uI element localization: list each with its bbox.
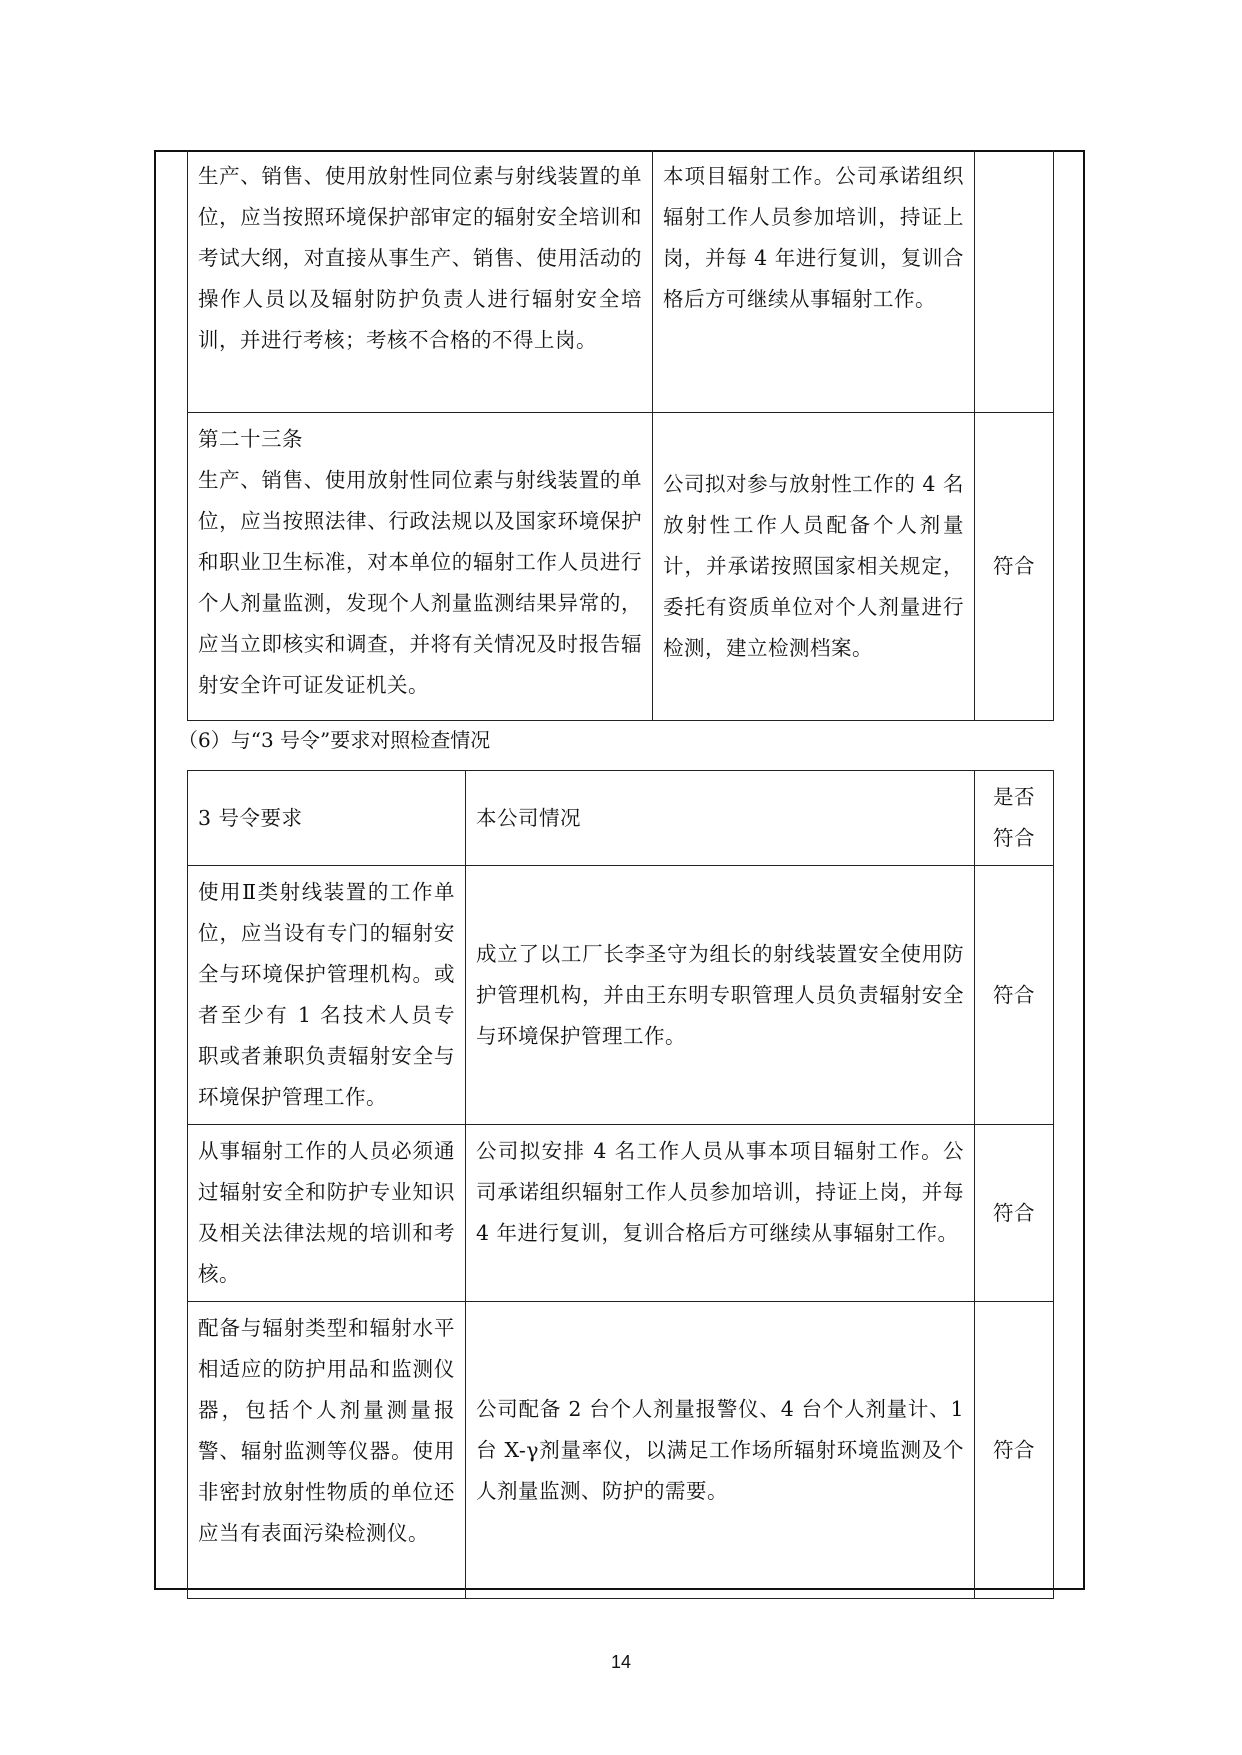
result-cell: 符合 bbox=[975, 412, 1054, 720]
table-row bbox=[188, 1302, 1054, 1599]
company-cell bbox=[653, 412, 975, 720]
page-number: 14 bbox=[610, 1652, 632, 1672]
requirement-text: 生产、销售、使用放射性同位素与射线装置的单位，应当按照法律、行政法规以及国家环境保护和职业卫生标准，对本单位的辐射工作人员进行个人剂量监测，发现个人剂量监测结果异常的，应当立即核实和调查，并将有关情况及时报告辐射安全许可证发证机关。 bbox=[198, 467, 642, 697]
regulation-table-continued bbox=[187, 150, 1054, 721]
requirement-cell: 使用Ⅱ类射线装置的工作单位，应当设有专门的辐射安全与环境保护管理机构。或者至少有 1 名技术人员专职或者兼职负责辐射安全与环境保护管理工作。 bbox=[188, 866, 466, 1125]
company-cell: 公司配备 2 台个人剂量报警仪、4 台个人剂量计、1 台 X-γ剂量率仪，以满足工作场所辐射环境监测及个人剂量监测、防护的需要。 bbox=[466, 1302, 975, 1599]
company-cell: 成立了以工厂长李圣守为组长的射线装置安全使用防护管理机构，并由王东明专职管理人员负责辐射安全与环境保护管理工作。 bbox=[466, 866, 975, 1125]
table-row bbox=[188, 866, 1054, 1125]
header-result: 是否符合 bbox=[975, 771, 1054, 866]
order-3-compliance-table bbox=[187, 770, 1054, 1599]
company-text: 公司拟对参与放射性工作的 4 名放射性工作人员配备个人剂量计，并承诺按照国家相关规定，委托有资质单位对个人剂量进行检测，建立检测档案。 bbox=[663, 471, 964, 660]
article-number: 第二十三条 bbox=[198, 426, 303, 451]
requirement-cell: 从事辐射工作的人员必须通过辐射安全和防护专业知识及相关法律法规的培训和考核。 bbox=[188, 1125, 466, 1302]
section-label: （6）与“3 号令”要求对照检查情况 bbox=[178, 728, 491, 752]
header-requirement: 3 号令要求 bbox=[188, 771, 466, 866]
table-header-row bbox=[188, 771, 1054, 866]
company-cell: 公司拟安排 4 名工作人员从事本项目辐射工作。公司承诺组织辐射工作人员参加培训，持证上岗，并每 4 年进行复训，复训合格后方可继续从事辐射工作。 bbox=[466, 1125, 975, 1302]
table-row bbox=[188, 412, 1054, 720]
result-cell: 符合 bbox=[975, 1125, 1054, 1302]
company-text: 本项目辐射工作。公司承诺组织辐射工作人员参加培训，持证上岗，并每 4 年进行复训，复训合格后方可继续从事辐射工作。 bbox=[663, 164, 964, 311]
header-company: 本公司情况 bbox=[466, 771, 975, 866]
table-row bbox=[188, 150, 1054, 412]
result-cell: 符合 bbox=[975, 1302, 1054, 1599]
result-cell: 符合 bbox=[975, 866, 1054, 1125]
result-cell bbox=[975, 150, 1054, 412]
requirement-text: 生产、销售、使用放射性同位素与射线装置的单位，应当按照环境保护部审定的辐射安全培训和考试大纲，对直接从事生产、销售、使用活动的操作人员以及辐射防护负责人进行辐射安全培训，并进行考核；考核不合格的不得上岗。 bbox=[198, 164, 642, 352]
company-cell bbox=[653, 150, 975, 412]
requirement-cell bbox=[188, 150, 653, 412]
table-row bbox=[188, 1125, 1054, 1302]
requirement-cell: 配备与辐射类型和辐射水平相适应的防护用品和监测仪器，包括个人剂量测量报警、辐射监测等仪器。使用非密封放射性物质的单位还应当有表面污染检测仪。 bbox=[188, 1302, 466, 1599]
requirement-cell bbox=[188, 412, 653, 720]
